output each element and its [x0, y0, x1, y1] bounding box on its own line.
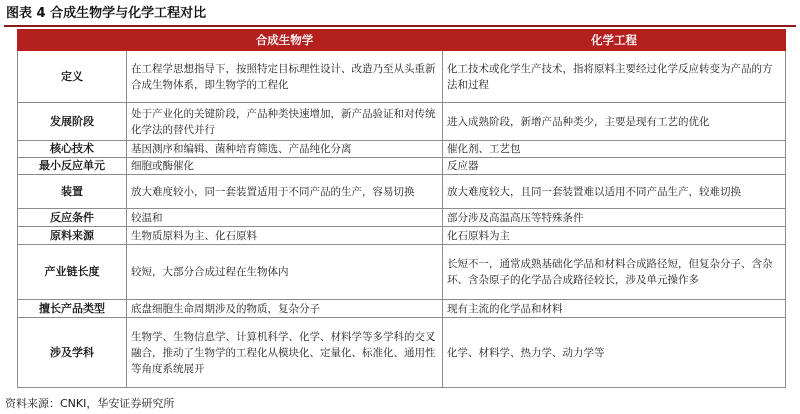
chem-cell: 现有主流的化学品和材料: [443, 300, 786, 318]
table-row: [18, 300, 786, 318]
table-row: [18, 158, 786, 175]
table-row: [18, 245, 786, 300]
chem-cell: 进入成熟阶段，新增产品种类少，主要是现有工艺的优化: [443, 103, 786, 141]
table-row: [18, 227, 786, 245]
comparison-table: [17, 29, 786, 388]
synbio-cell: 处于产业化的关键阶段，产品种类快速增加，新产品验证和对传统化学法的替代并行: [127, 103, 443, 141]
chem-cell: 放大难度较大，且同一套装置难以适用不同产品生产，较难切换: [443, 175, 786, 209]
synbio-cell: 细胞或酶催化: [127, 158, 443, 175]
table-row: [18, 209, 786, 227]
header-empty: [18, 30, 127, 51]
table-row: [18, 141, 786, 158]
chem-cell: 长短不一，通常成熟基础化学品和材料合成路径短，但复杂分子、含杂环、含杂原子的化学品合成路径较长，涉及单元操作多: [443, 245, 786, 300]
row-label: 涉及学科: [18, 318, 127, 388]
title-divider: [4, 25, 796, 27]
figure-title: 图表 4 合成生物学与化学工程对比: [6, 6, 207, 21]
chem-cell: 催化剂、工艺包: [443, 141, 786, 158]
chem-cell: 化石原料为主: [443, 227, 786, 245]
synbio-cell: 较温和: [127, 209, 443, 227]
synbio-cell: 较短，大部分合成过程在生物体内: [127, 245, 443, 300]
table-header-row: [18, 30, 786, 51]
row-label: 产业链长度: [18, 245, 127, 300]
source-note: 资料来源：CNKI，华安证券研究所: [5, 397, 175, 410]
synbio-cell: 放大难度较小，同一套装置适用于不同产品的生产，容易切换: [127, 175, 443, 209]
chem-cell: 化学、材料学、热力学、动力学等: [443, 318, 786, 388]
table-row: [18, 103, 786, 141]
synbio-cell: 底盘细胞生命周期涉及的物质，复杂分子: [127, 300, 443, 318]
chem-cell: 部分涉及高温高压等特殊条件: [443, 209, 786, 227]
row-label: 反应条件: [18, 209, 127, 227]
row-label: 核心技术: [18, 141, 127, 158]
chem-cell: 化工技术或化学生产技术，指将原料主要经过化学反应转变为产品的方法和过程: [443, 51, 786, 103]
chem-cell: 反应器: [443, 158, 786, 175]
row-label: 发展阶段: [18, 103, 127, 141]
synbio-cell: 基因测序和编辑、菌种培育筛选、产品纯化分离: [127, 141, 443, 158]
row-label: 原料来源: [18, 227, 127, 245]
row-label: 定义: [18, 51, 127, 103]
row-label: 擅长产品类型: [18, 300, 127, 318]
row-label: 装置: [18, 175, 127, 209]
header-synbio: 合成生物学: [127, 30, 443, 51]
row-label: 最小反应单元: [18, 158, 127, 175]
synbio-cell: 生物质原料为主、化石原料: [127, 227, 443, 245]
table-row: [18, 175, 786, 209]
table-row: [18, 51, 786, 103]
table-row: [18, 318, 786, 388]
synbio-cell: 生物学、生物信息学、计算机科学、化学、材料学等多学科的交叉融合，推动了生物学的工程化从模块化、定量化、标准化、通用性等角度系统展开: [127, 318, 443, 388]
synbio-cell: 在工程学思想指导下，按照特定目标理性设计、改造乃至从头重新合成生物体系，即生物学的工程化: [127, 51, 443, 103]
header-chem: 化学工程: [443, 30, 786, 51]
